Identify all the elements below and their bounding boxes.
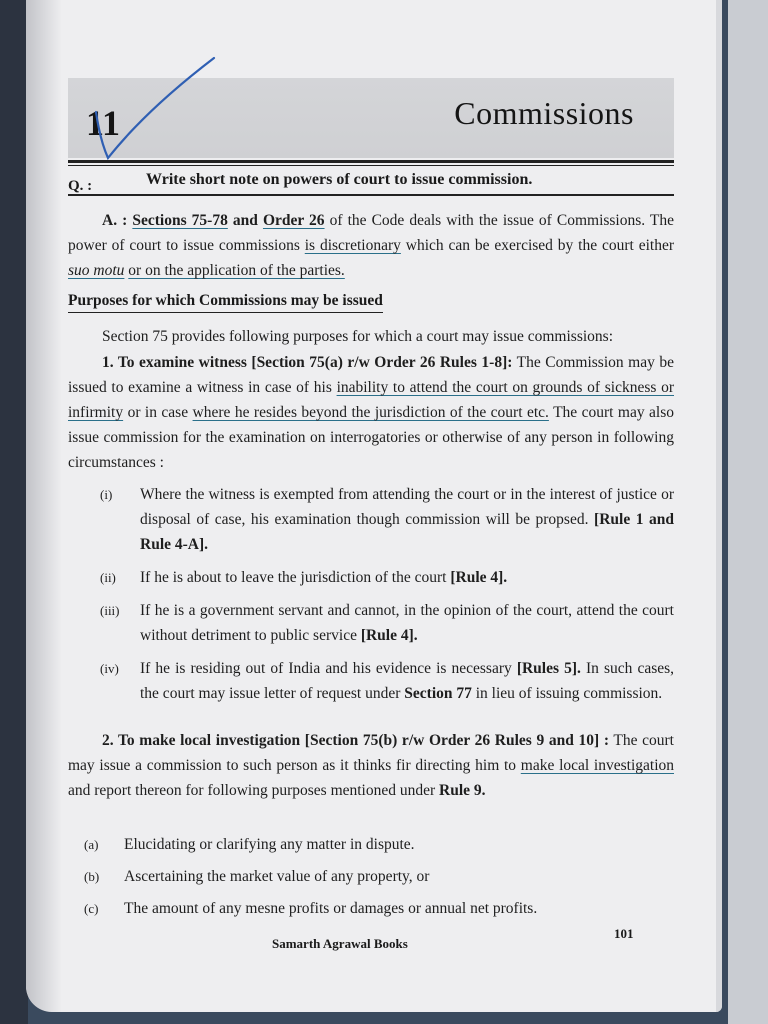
- list-item: (ii) If he is about to leave the jurisdiction of the court [Rule 4].: [100, 569, 508, 586]
- header-rule-top: [68, 160, 674, 163]
- publisher-footer: Samarth Agrawal Books: [272, 936, 408, 951]
- purposes-heading: Purposes for which Commissions may be issued: [68, 292, 383, 313]
- pen-tick-mark: [66, 50, 226, 170]
- answer-paragraph: A. : Sections 75-78 and Order 26 of the Code deals with the issue of Commissions. The power of court to issue commissions is discretionary which can be exercised by the court either suo motu or on the application of the parties.: [68, 212, 675, 279]
- question-text: Write short note on powers of court to issue commission.: [146, 171, 533, 188]
- header-rule-thin: [68, 165, 674, 166]
- list-item: (i) Where the witness is exempted from attending the court or in the interest of justice or disposal of case, his examination though commission will be propsed. [Rule 1 and Rule 4-A].: [100, 486, 675, 553]
- page-gutter-shadow: [26, 0, 62, 1012]
- point2-paragraph: 2. To make local investigation [Section 75(b) r/w Order 26 Rules 9 and 10] : The court may issue a commission to such person as it thinks fir directing him to make local investigation and report thereon for following purposes mentioned under Rule 9.: [68, 732, 674, 799]
- point1-paragraph: 1. To examine witness [Section 75(a) r/w Order 26 Rules 1-8]: The Commission may be issued to examine a witness in case of his inability to attend the court on grounds of sickness or infirmity or in case where he resides beyond the jurisdiction of the court etc. The court may also issue commission for the examination on interrogatories or otherwise of any person in following circumstances :: [68, 354, 675, 471]
- list-item: (iv) If he is residing out of India and his evidence is necessary [Rules 5]. In such cases, the court may issue letter of request under Section 77 in lieu of issuing commission.: [100, 660, 675, 702]
- question-label: Q. :: [68, 178, 93, 194]
- page-edge: [716, 0, 722, 1012]
- section75-intro: Section 75 provides following purposes for which a court may issue commissions:: [102, 328, 614, 345]
- book-edge-right: [728, 0, 768, 1024]
- chapter-number: 11: [86, 103, 121, 143]
- witness-circumstances-list: [100, 482, 674, 714]
- list-item: (c) The amount of any mesne profits or damages or annual net profits.: [84, 900, 538, 917]
- local-investigation-list: [84, 832, 674, 929]
- desk-left: [0, 0, 28, 1024]
- list-item: (a) Elucidating or clarifying any matter in dispute.: [84, 836, 415, 853]
- question-rule: [68, 194, 674, 196]
- list-item: (b) Ascertaining the market value of any property, or: [84, 868, 430, 885]
- list-item: (iii) If he is a government servant and cannot, in the opinion of the court, attend the court without detriment to public service [Rule 4].: [100, 602, 674, 644]
- page-number: 101: [614, 926, 634, 941]
- chapter-title: Commissions: [454, 95, 634, 131]
